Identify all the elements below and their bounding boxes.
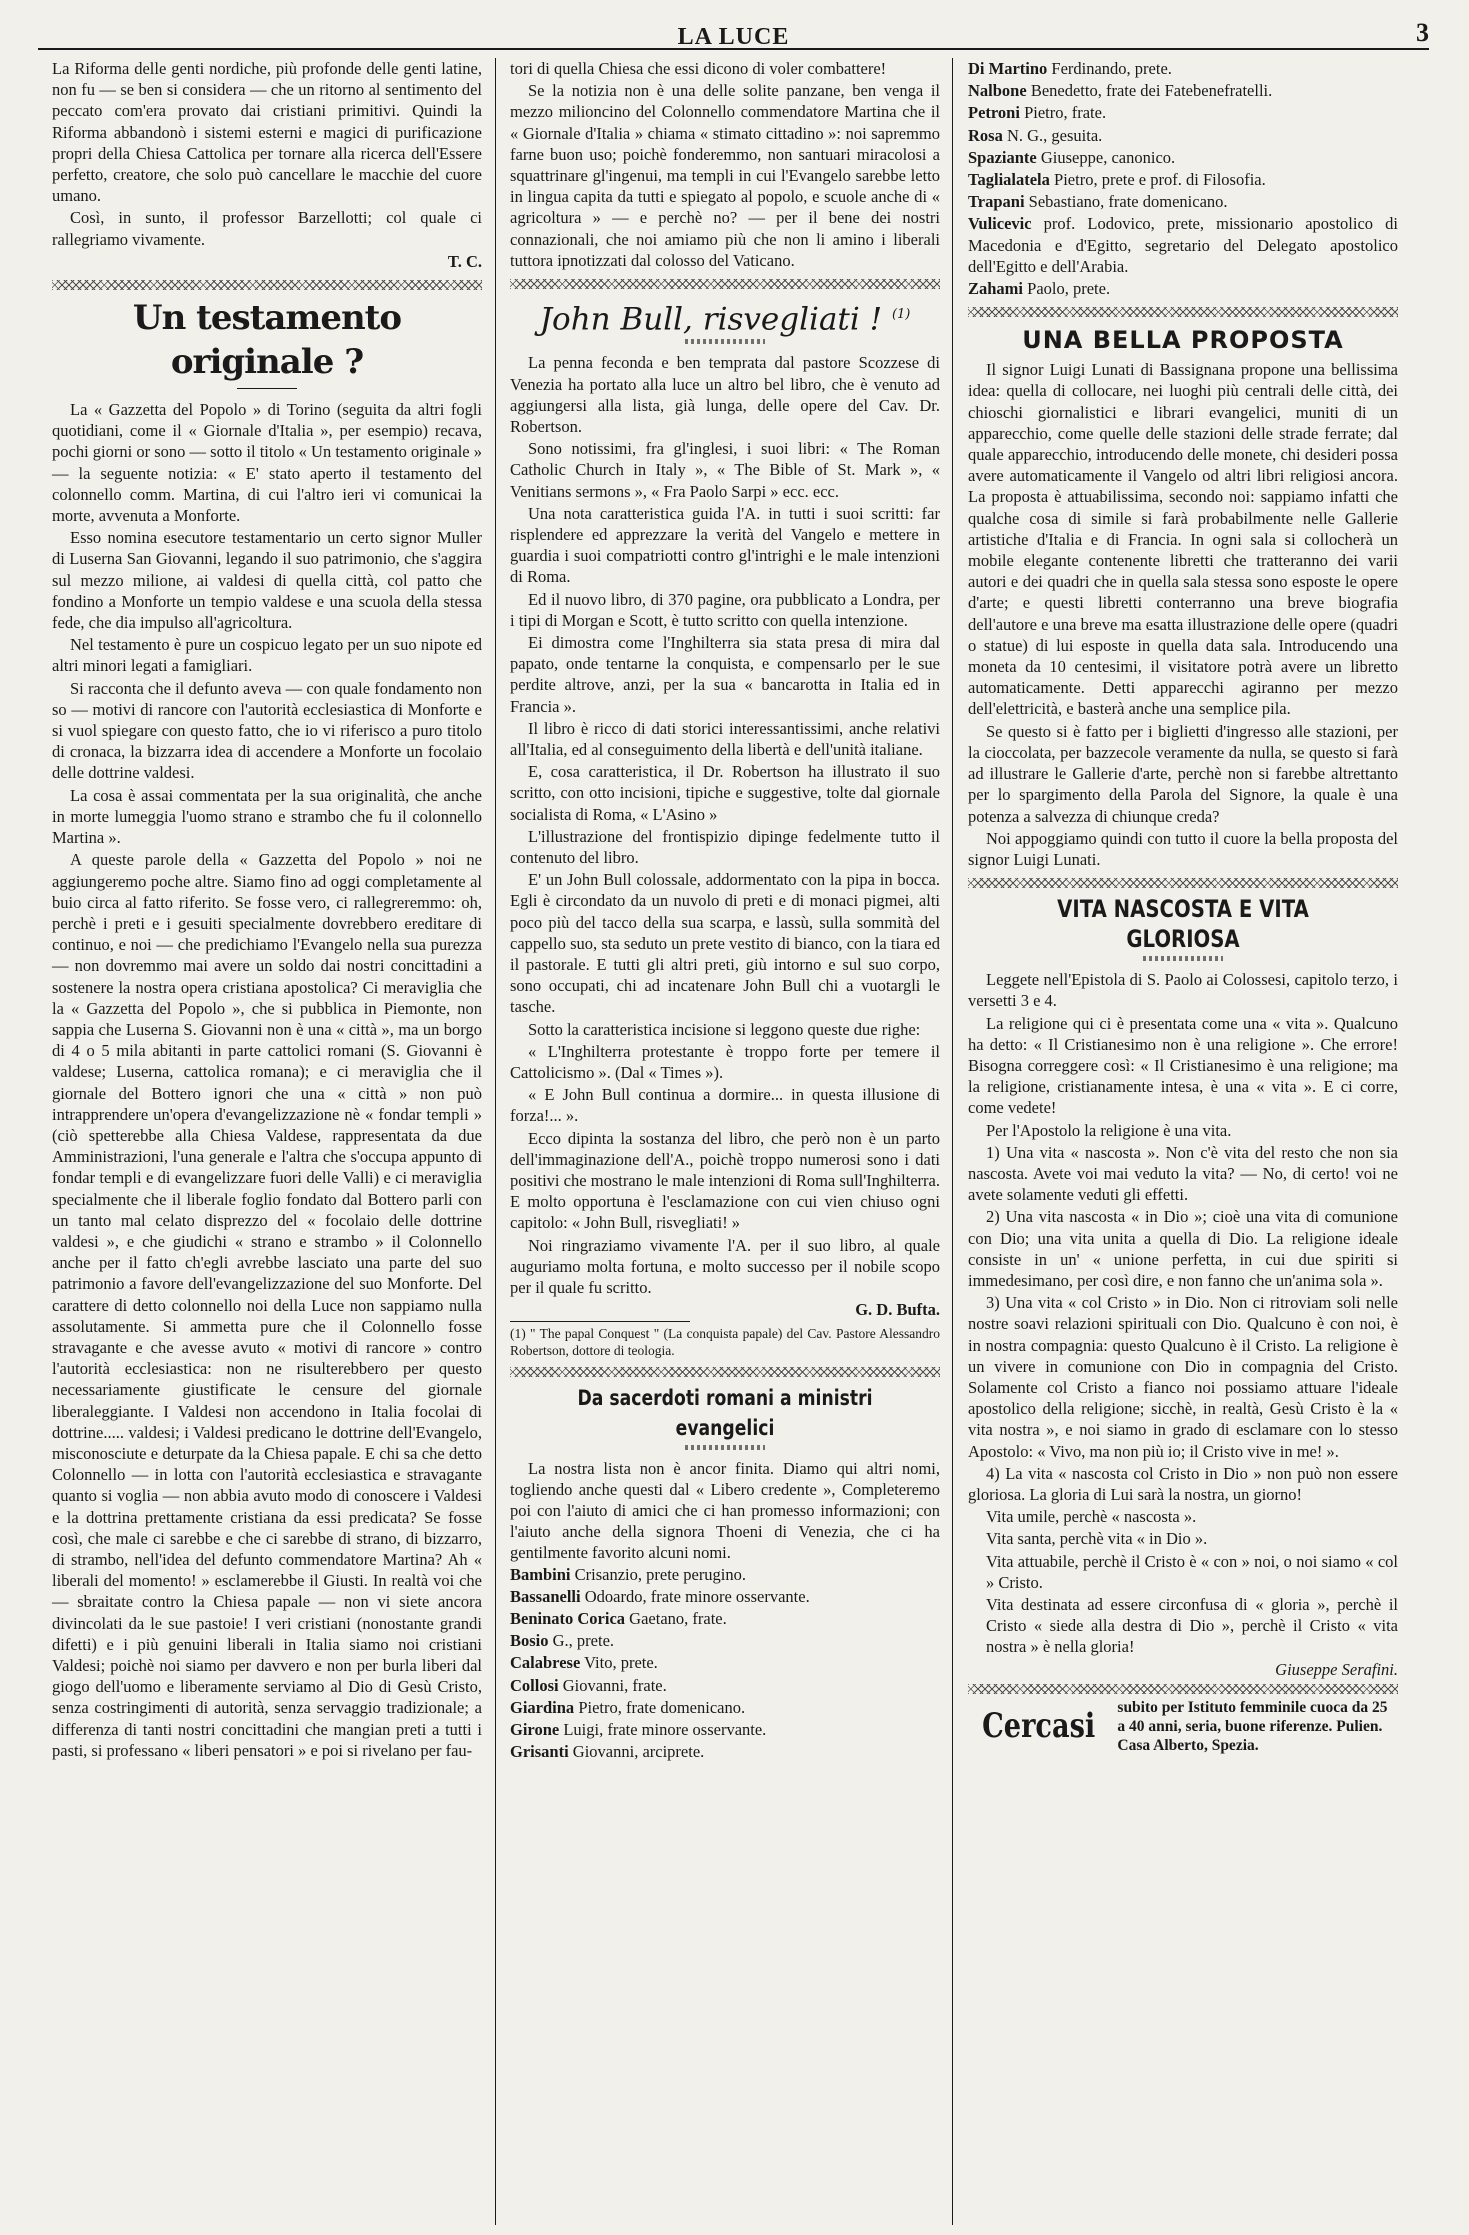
vita-title: VITA NASCOSTA E VITA GLORIOSA [1057, 895, 1309, 954]
column-3 [968, 58, 1398, 1755]
list-item-name: Girone [510, 1719, 560, 1739]
footnote-text: (1) " The papal Conquest " (La conquista papale) del Cav. Pastore Alessandro Robertson, dottore di teologia. [510, 1325, 940, 1358]
vita-paragraph: Leggete nell'Epistola di S. Paolo ai Colossesi, capitolo terzo, i versetti 3 e 4. [968, 970, 1398, 1011]
john-paragraph: Ed il nuovo libro, di 370 pagine, ora pubblicato a Londra, per i tipi di Morgan e Scott, è tutto scritto con quella intenzione. [510, 589, 940, 630]
list-item-desc: Odoardo, frate minore osservante. [580, 1586, 810, 1606]
list-item-desc: G., prete. [548, 1631, 615, 1651]
list-item [968, 102, 1398, 123]
newspaper-title: LA LUCE [677, 24, 790, 50]
john-bull-title-text: John Bull, risvegliati ! [539, 301, 883, 338]
column-rule-2 [952, 58, 953, 2225]
list-item-name: Grisanti [510, 1742, 569, 1762]
list-item [968, 213, 1398, 277]
proposta-paragraph: Il signor Luigi Lunati di Bassignana propone una bellissima idea: quella di collocare, nei luoghi più centrali delle città, dei chioschi giornalistici e librari evangelici, muniti di un apparecchio, come quelle delle stazioni delle strade ferrate; dal quale apparecchio, introducendo delle monete, chi desideri possa avere automaticamente il Vangelo od altri libri religiosi ancora. La proposta è attuabilissima, secondo noi: sappiamo infatti che qualche cosa di simile si farà probabilmente nelle Gallerie artistiche d'Italia e di Francia. In ogni sala si collocherà un mobile elegante contenente libretti che tratteranno dei varii autori e dei quadri che in quella sala stessa sono esposte le opere d'arte; e questi libretti conterranno una breve biografia dell'autore e una breve ma esatta illustrazione delle opere (quadri o statue) di lui esposte in quella data sala. Introducendo una moneta da 10 centesimi, il visitatore potrà avere un libretto automaticamente. Detti apparecchi agiranno per mezzo dell'elettricità, e basterà anche una semplice pila. [968, 360, 1398, 719]
list-item-desc: N. G., gesuita. [1002, 125, 1103, 145]
names-list [510, 1564, 940, 1763]
list-item-name: Di Martino [968, 59, 1048, 78]
list-item-name: Giardina [510, 1697, 575, 1717]
classified-ad [968, 1698, 1398, 1755]
list-item-desc: Sebastiano, frate domenicano. [1024, 192, 1228, 212]
list-item-desc: Giovanni, frate. [558, 1675, 667, 1695]
masthead [38, 14, 1429, 50]
list-item [968, 80, 1398, 101]
list-item [510, 1719, 940, 1740]
john-paragraph: La penna feconda e ben temprata dal pastore Scozzese di Venezia ha portato alla luce un altro bel libro, che è venuto ad aggiungersi alla lista, già lunga, delle opere del Cav. Dr. Robertson. [510, 353, 940, 436]
list-item-name: Bosio [510, 1631, 549, 1651]
intro-paragraph: Così, in sunto, il professor Barzellotti; col quale ci rallegriamo vivamente. [52, 208, 482, 249]
vita-paragraph: La religione qui ci è presentata come una « vita ». Qualcuno ha detto: « Il Cristianesimo non è una religione ». Che errore! Bisogna correggere così: « Il Cristianesimo è una religione; ma la religione, cristianamente intesa, è una « vita ». E ci corre, come vedete! [968, 1013, 1398, 1118]
list-item-name: Petroni [968, 103, 1020, 123]
john-paragraph: Noi ringraziamo vivamente l'A. per il suo libro, al quale auguriamo molta fortuna, e molto successo per il nobile scopo per il quale fu scritto. [510, 1235, 940, 1298]
john-paragraph: E, cosa caratteristica, il Dr. Robertson ha illustrato il suo scritto, con otto incisioni, tipiche e suggestive, tolte dal giornale socialista di Roma, « L'Asino » [510, 762, 940, 824]
article-paragraph: Esso nomina esecutore testamentario un certo signor Muller di Luserna San Giovanni, legando il suo patrimonio, che s'aggira sul mezzo milione, ai valdesi di quella città, col patto che fondino a Monforte un tempio valdese e una scuola della stessa fede, che dia impulso all'agricoltura. [52, 528, 482, 633]
ad-text: subito per Istituto femminile cuoca da 25 a 40 anni, seria, buone riferenze. Pulien. Casa Alberto, Spezia. [1117, 1698, 1388, 1754]
title-ornament [685, 339, 765, 344]
names-list-continued [968, 58, 1398, 299]
list-item [510, 1608, 940, 1629]
continuation-paragraph: Se la notizia non è una delle solite panzane, ben venga il mezzo milioncino del Colonnello commendatore Martina che il « Giornale d'Italia » chiama « stimato cittadino »: noi sapremmo farne buon uso; poichè fonderemmo, non santuari miracolosi a squattrinare gl'ingenui, ma templi in cui l'Evangelo sarebbe letto in lingua capita da tutti e spiegato al popolo, e scuole anche di « agricoltura » — e perchè no? — per il bene dei nostri connazionali, che noi amiamo più che non li amino i liberali tuttora ipnotizzati dal colosso del Vaticano. [510, 81, 940, 270]
john-bull-title [510, 295, 940, 339]
footnote [510, 1321, 940, 1359]
list-item-name: Nalbone [968, 81, 1027, 101]
section-divider [510, 279, 940, 289]
vita-signature: Giuseppe Serafini. [1275, 1659, 1398, 1679]
john-paragraph: Ecco dipinta la sostanza del libro, che però non è un parto dell'immaginazione dell'A., poichè troppo numerosi sono i dati positivi che mostrano le male intenzioni di Roma sull'Inghilterra. E molto opportuna è l'esclamazione con cui vien chiuso ogni capitolo: « John Bull, risvegliati! » [510, 1128, 940, 1233]
list-item-name: Rosa [968, 125, 1003, 145]
section-divider [968, 878, 1398, 888]
list-item [510, 1564, 940, 1585]
list-item [968, 147, 1398, 168]
sacerdoti-intro: La nostra lista non è ancor finita. Diamo qui altri nomi, togliendo anche questi dal « Libero credente », Completeremo poi con l'aiuto di amici che ci han promesso informazioni; con l'aiuto anche della signora Thoeni di Venezia, che ci ha gentilmente favorito alcuni nomi. [510, 1458, 940, 1563]
list-item-desc: Pietro, frate. [1019, 103, 1107, 123]
column-rule-1 [495, 58, 496, 2225]
john-paragraph: L'illustrazione del frontispizio dipinge fedelmente tutto il contenuto del libro. [510, 826, 940, 868]
john-signature: G. D. Bufta. [855, 1300, 940, 1320]
section-divider [510, 1367, 940, 1377]
vita-verse-line: Vita santa, perchè vita « in Dio ». [986, 1529, 1208, 1549]
john-paragraph: Sotto la caratteristica incisione si leggono queste due righe: [528, 1019, 921, 1039]
intro-signature: T. C. [447, 251, 482, 271]
section-divider [52, 280, 482, 290]
list-item-desc: Crisanzio, prete perugino. [570, 1564, 747, 1584]
list-item-name: Collosi [510, 1675, 559, 1695]
list-item [510, 1586, 940, 1607]
list-item-desc: Benedetto, frate dei Fatebenefratelli. [1026, 81, 1273, 101]
vita-paragraph: 4) La vita « nascosta col Cristo in Dio » non può non essere gloriosa. La gloria di Lui sarà la nostra, un giorno! [968, 1463, 1398, 1504]
title-ornament [1143, 956, 1223, 961]
list-item-desc: prof. Lodovico, prete, missionario apostolico di Macedonia e d'Egitto, segretario del Delegato apostolico dell'Egitto e dell'Arabia. [968, 214, 1398, 276]
article-paragraph: A queste parole della « Gazzetta del Popolo » noi ne aggiungeremo poche altre. Siamo fino ad oggi completamente al buio circa al fatto riferito. Se fosse vero, ci rallegreremmo: oh, perchè i preti e i gesuiti specialmente dovrebbero ereditare di continuo, e noi — che predichiamo l'Evangelo nella sua purezza — non dovremmo mai avere un soldo dai nostri concittadini a sostenere la nostra opera cristiana apostolica? Ci meraviglia che la « Gazzetta del Popolo », che si pubblica in Piemonte, non sappia che Luserna S. Giovanni non è una « città », ma un borgo di 4 o 5 mila abitanti in parte cattolici romani (S. Giovanni è valdese; Luserna, cattolica romana); e ci meraviglia che il giornale del Bottero ignori che una « città » non può intrapprendere un'opera d'evangelizzazione nè « fondar templi » (ciò spetterebbe alla Chiesa Valdese, rappresentata da due Amministrazioni, l'una generale e l'altra che s'occupa appunto di fondar templi e di evangelizzare fuori delle Valli) e ci meraviglia specialmente che il liberale foglio fondato dal Bottero parli con un tanto mal celato disprezzo del « focolaio delle dottrine valdesi », e che giudichi « strano e strambo » il Colonnello anche per il fatto ch'egli avrebbe lasciato una parte del suo patrimonio a favore dell'evangelizzazione del suo Monforte. Del carattere di detto colonnello noi della Luce non sappiamo nulla assolutamente. Si ammetta pure che il Colonnello fosse stravagante e che avesse avuto « motivi di rancore » contro l'autorità ecclesiastica: non ne risulterebbero per questo necessariamente giustificate le censure del giornale liberaleggiante. I Valdesi non accendono in Italia focolai di dottrine..... valdesi; i Valdesi predicano le dottrine dell'Evangelo, misconosciute e deturpate da la Chiesa papale. E chi sa che detto Colonnello — in lotta con l'autorità ecclesiastica e stravagante quanto si voglia — non abbia avuto modo di conoscere i Valdesi e la dottrina prettamente cristiana da essi predicata? Se fosse così, che male ci sarebbe e che ci sarebbe di strano, di bizzarro, di strambo, nell'idea del defunto commendatore Martina? Ah « liberali del momento! » esclamerebbe il Giusti. In realtà voi che — sbraitate contro la Chiesa papale — non vi siete ancora divincolati da le sue pastoie! I veri cristiani (nonostante grandi difetti) e i più genuini liberali in Italia siamo noi cristiani Valdesi; poichè noi siamo per davvero e non per burla liberi dal giogo dell'uomo e liberamente serviamo al Dio di Gesù Cristo, senza costringimenti di autorità, senza servaggio tradizionale; a differenza di tanti nostri concittadini che mangian preti a tutti i pasti, si professano « liberi pensatori » e poi si rivelano per fau- [52, 850, 482, 1760]
proposta-paragraph: Noi appoggiamo quindi con tutto il cuore la bella proposta del signor Luigi Lunati. [968, 828, 1398, 869]
vita-paragraph: 3) Una vita « col Cristo » in Dio. Non ci ritroviam soli nelle nostre soavi relazioni spirituali con Dio. Qualcuno è con noi, è in nostra compagnia: questo Qualcuno è il Cristo. La religione è un vivere in comunione con Dio in compagnia del Cristo. Solamente col Cristo a fianco noi possiamo attuare l'ideale apostolico della religione; sicchè, in realtà, Gesù Cristo è la « vita nostra », e noi siamo in grado di esclamare con lo stesso Apostolo: « Vivo, ma non più io; il Cristo vive in me! ». [968, 1293, 1398, 1461]
list-item [968, 125, 1398, 146]
list-item-name: Calabrese [510, 1653, 581, 1673]
article-paragraph: La « Gazzetta del Popolo » di Torino (seguita da altri fogli quotidiani, come il « Giornale d'Italia », per esempio) recava, pochi giorni or sono — sotto il titolo « Un testamento originale » — la seguente notizia: « E' stato aperto il testamento del colonnello comm. Martina, di cui l'altro ieri vi comunicai la morte, avvenuta a Monforte. [52, 400, 482, 526]
list-item-desc: Luigi, frate minore osservante. [559, 1719, 767, 1739]
title-rule [237, 388, 297, 389]
list-item [510, 1741, 940, 1762]
section-divider [968, 307, 1398, 317]
list-item-name: Bambini [510, 1564, 571, 1584]
list-item-desc: Gaetano, frate. [625, 1608, 727, 1628]
list-item-name: Zahami [968, 279, 1024, 299]
list-item-name: Vulicevic [968, 214, 1032, 234]
list-item-desc: Giuseppe, canonico. [1036, 147, 1176, 167]
john-paragraph: « L'Inghilterra protestante è troppo forte per temere il Cattolicismo ». (Dal « Times »). [510, 1041, 940, 1083]
vita-paragraph: 2) Una vita nascosta « in Dio »; cioè una vita di comunione con Dio; una vita unita a quella di Dio. La religione ideale consiste in un' « unione perfetta, in cui due spiriti si immedesimano, per così dire, e non fanno che un'anima sola ». [968, 1207, 1398, 1290]
vita-paragraph: Per l'Apostolo la religione è una vita. [986, 1120, 1232, 1140]
list-item-name: Trapani [968, 192, 1025, 212]
john-paragraph: Sono notissimi, fra gl'inglesi, i suoi libri: « The Roman Catholic Church in Italy », « The Bible of St. Mark », « Venitians sermons », « Fra Paolo Sarpi » ecc. ecc. [510, 439, 940, 501]
list-item [968, 58, 1398, 79]
column-1 [52, 58, 482, 1761]
article-paragraph: Nel testamento è pure un cospicuo legato per un suo nipote ed altri minori legati a famigliari. [52, 635, 482, 676]
list-item [510, 1675, 940, 1696]
list-item-name: Taglialatela [968, 170, 1050, 190]
list-item-name: Spaziante [968, 147, 1037, 167]
intro-paragraph: La Riforma delle genti nordiche, più profonde delle genti latine, non fu — se ben si considera — che un ritorno al sentimento del peccato com'era provato dai cristiani primitivi. Quindi la Riforma abbandonò i sistemi esterni e magici di purificazione propri della Chiesa Cattolica per tornare alla ricerca dell'Essere perfetto, creatore, che solo può cancellare le macchie del cuore umano. [52, 59, 482, 206]
vita-paragraph: 1) Una vita « nascosta ». Non c'è vita del resto che non sia nascosta. Avete voi mai veduto la vita? — No, di certo! voi ne avete solamente veduti gli effetti. [968, 1142, 1398, 1205]
list-item-name: Beninato Corica [510, 1608, 626, 1628]
section-divider [968, 1684, 1398, 1694]
proposta-title: UNA BELLA PROPOSTA [1022, 326, 1344, 355]
john-paragraph: « E John Bull continua a dormire... in questa illusione di forza!... ». [510, 1085, 940, 1126]
vita-verse-line: Vita destinata ad essere circonfusa di « gloria », perchè il Cristo « siede alla destra di Dio », perchè il Cristo « vita nostra » è nella gloria! [986, 1595, 1398, 1657]
list-item-name: Bassanelli [510, 1586, 581, 1606]
vita-verse-line: Vita umile, perchè « nascosta ». [986, 1507, 1197, 1527]
john-paragraph: Il libro è ricco di dati storici interessantissimi, anche relativi all'Italia, ed al conseguimento della libertà e dell'unità italiane. [510, 718, 940, 760]
john-paragraph: Una nota caratteristica guida l'A. in tutti i suoi scritti: far risplendere ed apprezzare la verità del Vangelo e mettere in guardia i suoi compatriotti contro gl'intrighi e le male intenzioni di Roma. [510, 503, 940, 587]
article-paragraph: La cosa è assai commentata per la sua originalità, che anche in morte lumeggia l'uomo strano e strambo che fu il colonnello Martina ». [52, 785, 482, 848]
list-item-desc: Vito, prete. [580, 1653, 658, 1673]
page-number: 3 [1416, 18, 1429, 47]
list-item-desc: Ferdinando, prete. [1047, 59, 1172, 78]
list-item [968, 278, 1398, 299]
john-paragraph: E' un John Bull colossale, addormentato con la pipa in bocca. Egli è circondato da un nuvolo di preti e di monaci pigmei, alti poco più del tacco della sua scarpa, e lassù, sulla sommità del cappello suo, sta seduto un prete vestito di bianco, con la tiara ed il pastorale. E tutti gli altri preti, giù intorno e sul suo corpo, sono occupati, chi ad incatenare John Bull chi a vuotargli le tasche. [510, 870, 940, 1017]
continuation-paragraph: tori di quella Chiesa che essi dicono di voler combattere! [510, 59, 887, 78]
list-item [968, 191, 1398, 212]
list-item-desc: Pietro, prete e prof. di Filosofia. [1049, 170, 1266, 190]
list-item [968, 169, 1398, 190]
list-item [510, 1697, 940, 1718]
title-ornament [685, 1445, 765, 1450]
list-item-desc: Pietro, frate domenicano. [574, 1697, 746, 1717]
article-title: Un testamento originale ? [132, 298, 402, 383]
article-paragraph: Si racconta che il defunto aveva — con quale fondamento non so — motivi di rancore con l'autorità ecclesiastica di Monforte e si vuol spiegare con questo fatto, che io vi riferisco a puro titolo di cronaca, la bizzarra idea di accendere a Monforte un focolaio delle dottrine valdesi. [52, 678, 482, 783]
list-item [510, 1630, 940, 1651]
sacerdoti-title: Da sacerdoti romani a ministri evangelici [577, 1385, 873, 1440]
vita-verse-line: Vita attuabile, perchè il Cristo è « con » noi, o noi siamo « col » Cristo. [986, 1551, 1398, 1592]
column-2 [510, 58, 940, 1762]
list-item-desc: Paolo, prete. [1023, 279, 1111, 299]
ad-headline: Cercasi [982, 1706, 1096, 1747]
list-item [510, 1652, 940, 1673]
footnote-marker: (1) [891, 307, 911, 323]
list-item-desc: Giovanni, arciprete. [568, 1742, 705, 1762]
john-paragraph: Ei dimostra come l'Inghilterra sia stata presa di mira dal papato, onde tentarne la conquista, e compensarlo per le sue perdite altrove, anzi, per la sua « bancarotta in Italia ed in Francia ». [510, 633, 940, 716]
proposta-paragraph: Se questo si è fatto per i biglietti d'ingresso alle stazioni, per la cioccolata, per bazzecole veramente da nulla, se questo si farà ad illustrare le Gallerie d'arte, perchè non si farebbe altrettanto per lo spargimento della Parola del Signore, la quale è una potenza a salvezza di chiunque creda? [968, 721, 1398, 826]
